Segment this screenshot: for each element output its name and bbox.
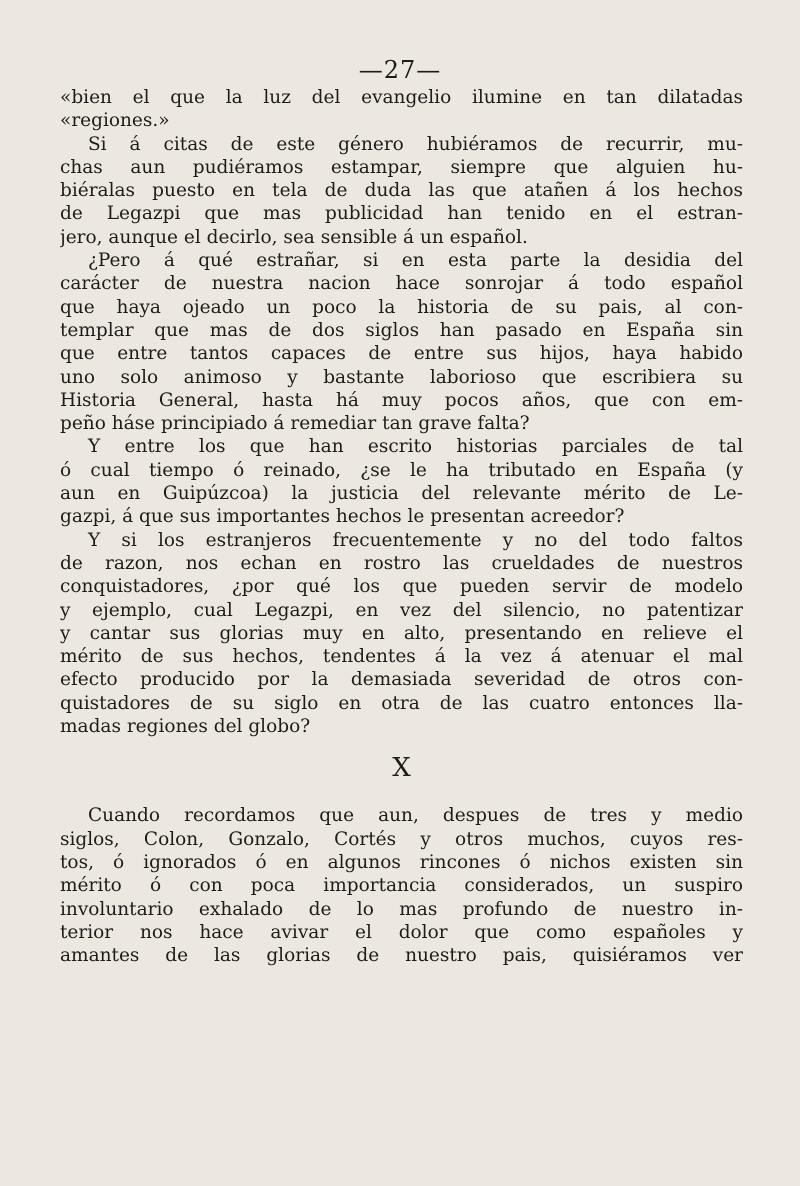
text-line: ó cual tiempo ó reinado, ¿se le ha tributado en España (y xyxy=(60,459,743,481)
section-heading: X xyxy=(392,753,411,784)
text-line: de razon, nos echan en rostro las crueldades de nuestros xyxy=(60,552,743,574)
text-line: Y entre los que han escrito historias parciales de tal xyxy=(88,436,743,458)
text-line: madas regiones del globo? xyxy=(60,716,311,738)
text-line: que entre tantos capaces de entre sus hijos, haya habido xyxy=(60,343,743,365)
text-line: ¿Pero á qué estrañar, si en esta parte la desidia del xyxy=(88,250,743,272)
text-line: chas aun pudiéramos estampar, siempre que alguien hu- xyxy=(60,156,743,178)
text-line: «regiones.» xyxy=(60,110,170,132)
text-line: amantes de las glorias de nuestro pais, quisiéramos ver xyxy=(60,945,743,967)
text-line: templar que mas de dos siglos han pasado en España sin xyxy=(60,319,743,341)
text-line: carácter de nuestra nacion hace sonrojar á todo español xyxy=(60,273,743,295)
text-line: mérito de sus hechos, tendentes á la vez á atenuar el mal xyxy=(60,646,743,668)
paragraph xyxy=(60,804,743,967)
text-line: gazpi, á que sus importantes hechos le presentan acreedor? xyxy=(60,506,625,528)
text-line: que haya ojeado un poco la historia de su pais, al con- xyxy=(60,296,743,318)
body-text xyxy=(60,86,743,967)
text-line: uno solo animoso y bastante laborioso que escribiera su xyxy=(60,366,743,388)
text-line: Y si los estranjeros frecuentemente y no del todo faltos xyxy=(88,529,743,551)
paragraph xyxy=(60,529,743,739)
text-line: y cantar sus glorias muy en alto, presentando en relieve el xyxy=(60,622,743,644)
text-line: mérito ó con poca importancia considerados, un suspiro xyxy=(60,875,743,897)
text-line: biéralas puesto en tela de duda las que atañen á los hechos xyxy=(60,180,743,202)
text-line: aun en Guipúzcoa) la justicia del relevante mérito de Le- xyxy=(60,483,743,505)
text-line: de Legazpi que mas publicidad han tenido en el estran- xyxy=(60,203,743,225)
text-line: terior nos hace avivar el dolor que como españoles y xyxy=(60,921,743,943)
text-line: jero, aunque el decirlo, sea sensible á un español. xyxy=(60,226,528,248)
text-line: peño háse principiado á remediar tan grave falta? xyxy=(60,413,530,435)
page-number: —27— xyxy=(358,56,442,84)
paragraph xyxy=(60,435,743,528)
text-line: Cuando recordamos que aun, despues de tres y medio xyxy=(88,805,743,827)
text-line: tos, ó ignorados ó en algunos rincones ó nichos existen sin xyxy=(60,851,743,873)
text-line: Si á citas de este género hubiéramos de recurrir, mu- xyxy=(88,133,743,155)
section-spacer xyxy=(60,784,743,804)
text-line: conquistadores, ¿por qué los que pueden servir de modelo xyxy=(60,576,743,598)
paragraph xyxy=(60,249,743,435)
paragraph xyxy=(60,133,743,249)
text-line: quistadores de su siglo en otra de las cuatro entonces lla- xyxy=(60,692,743,714)
text-line: involuntario exhalado de lo mas profundo de nuestro in- xyxy=(60,898,743,920)
text-line: y ejemplo, cual Legazpi, en vez del silencio, no patentizar xyxy=(60,599,743,621)
text-line: efecto producido por la demasiada severidad de otros con- xyxy=(60,669,743,691)
text-line: Historia General, hasta há muy pocos años, que con em- xyxy=(60,389,743,411)
paragraph xyxy=(60,86,743,133)
text-line: siglos, Colon, Gonzalo, Cortés y otros muchos, cuyos res- xyxy=(60,828,743,850)
text-line: «bien el que la luz del evangelio ilumine en tan dilatadas xyxy=(60,87,743,108)
